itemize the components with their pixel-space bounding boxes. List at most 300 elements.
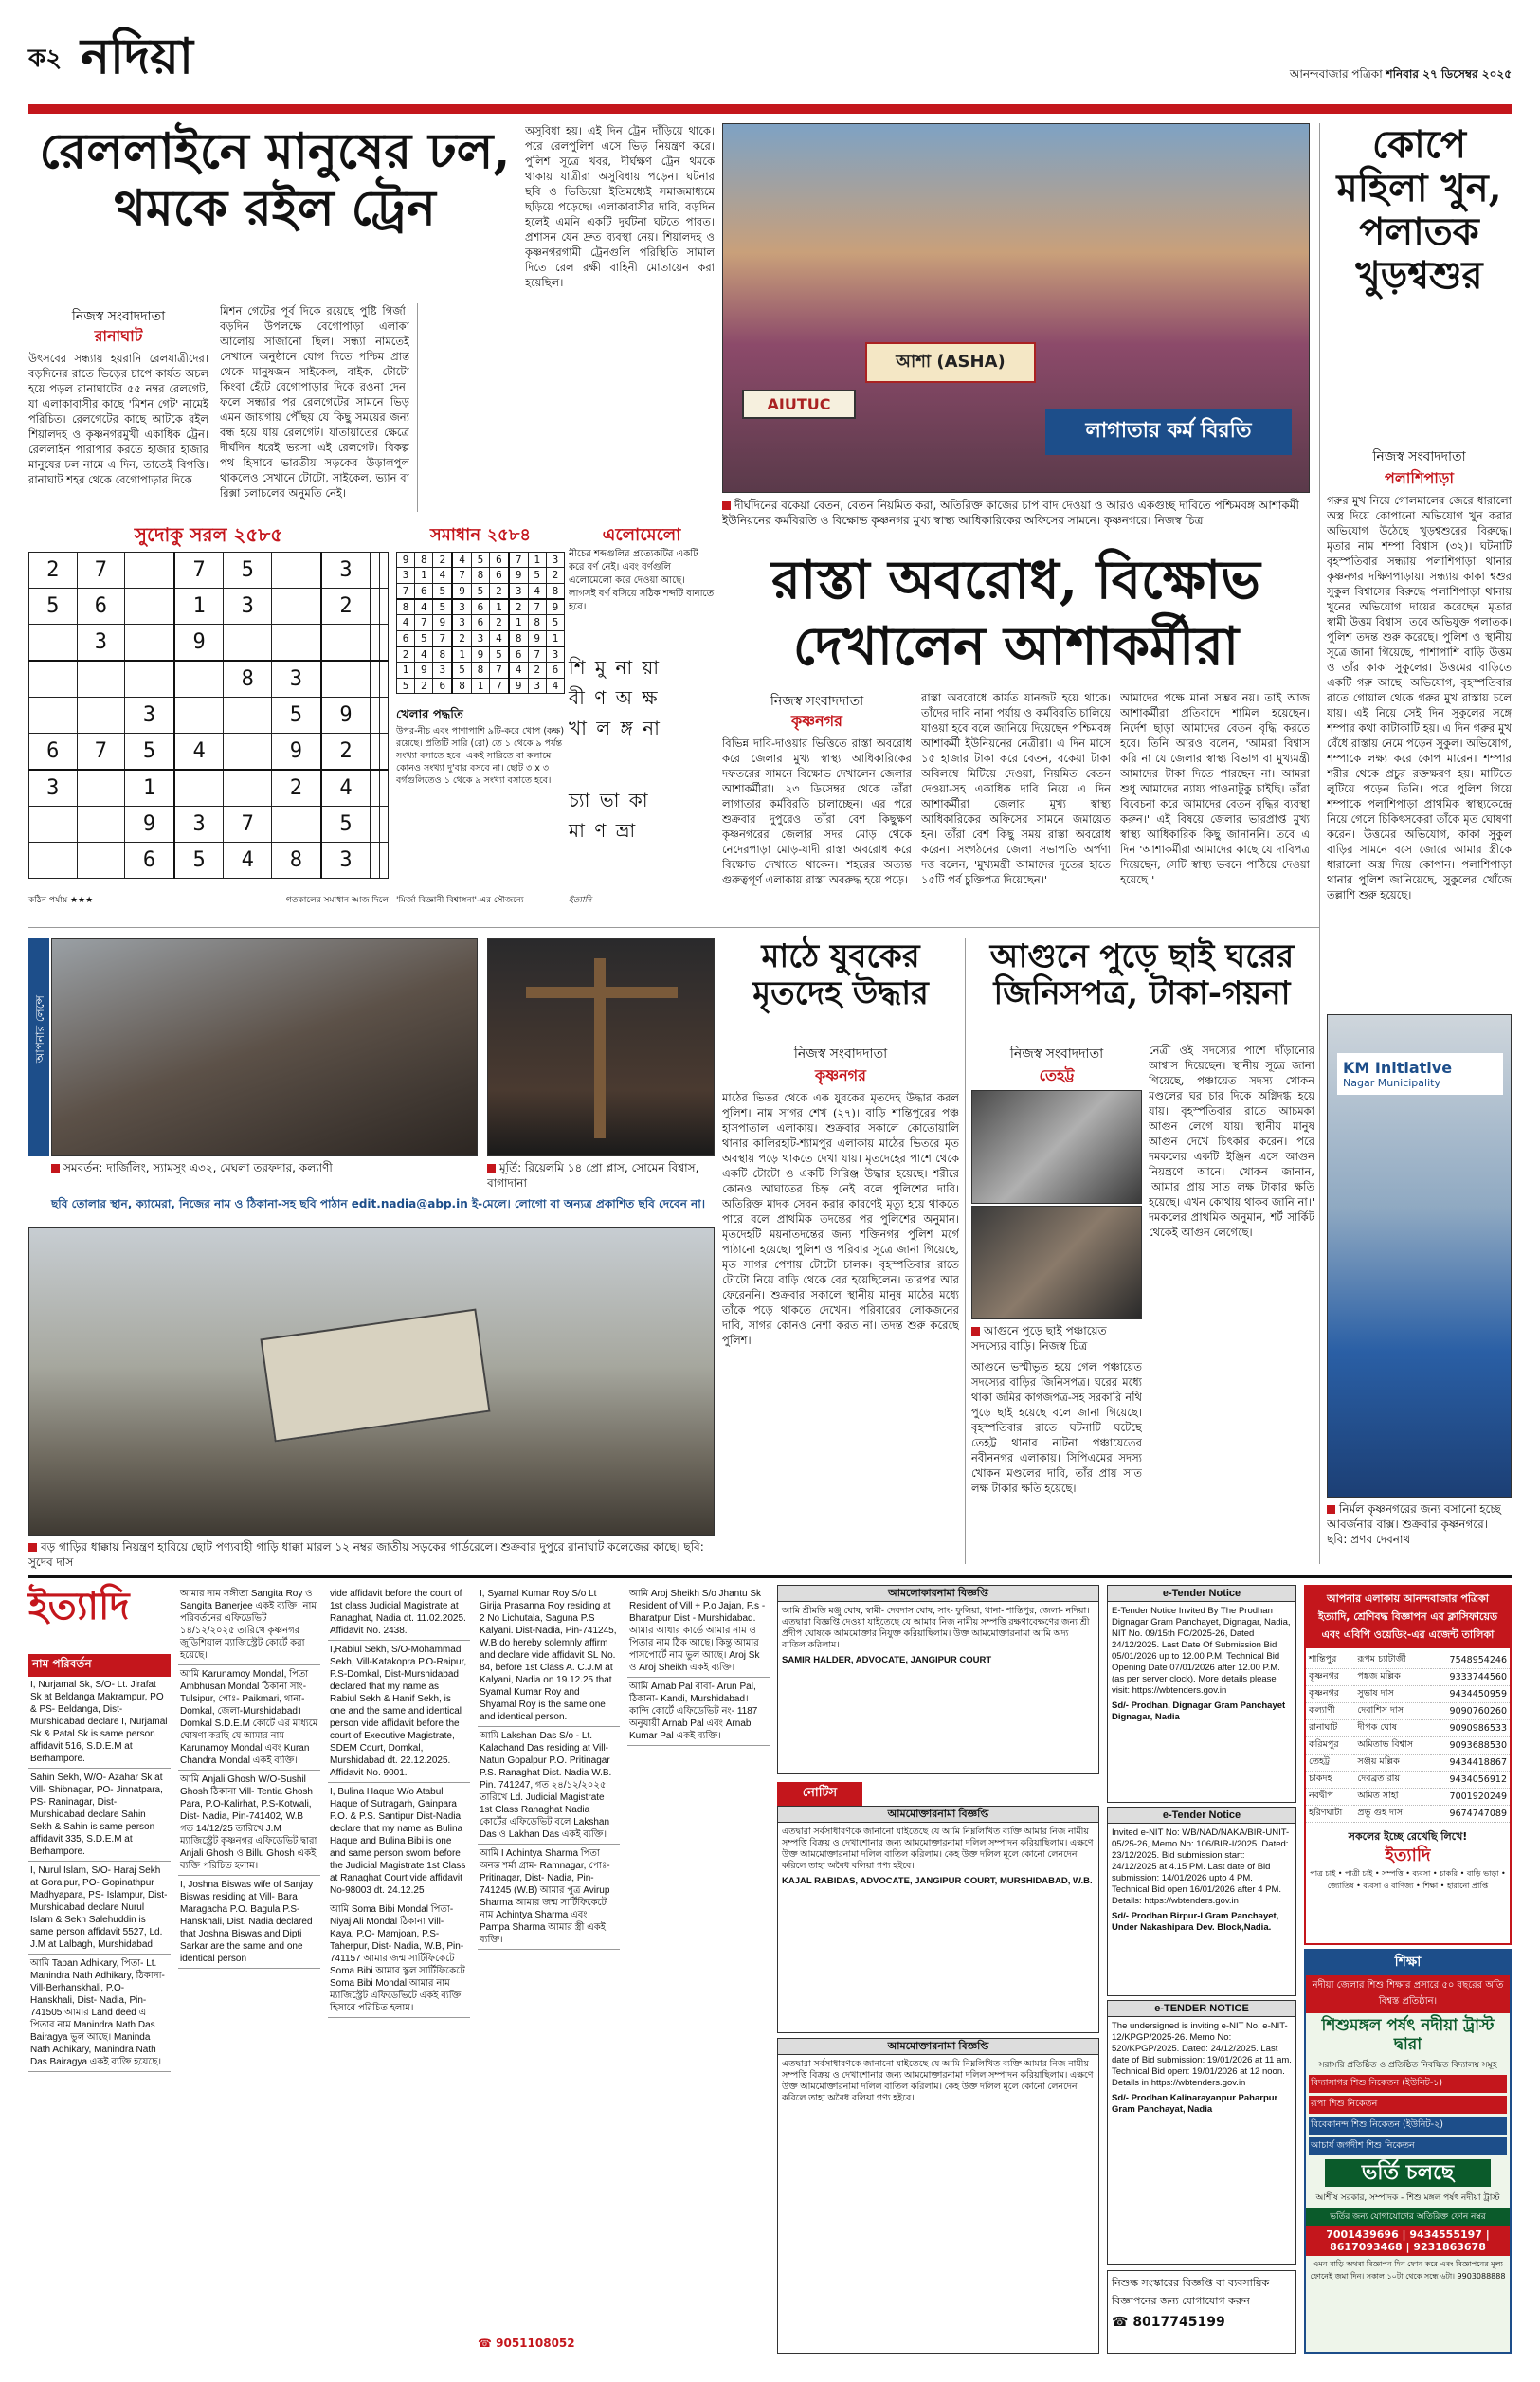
etender-box-1 [1107, 2000, 1296, 2265]
solution-credit: 'মির্জা বিজ্ঞানী বিশ্বাঙ্গনা'-এর সৌজন্যে [396, 896, 524, 905]
story1-col2-text: মিশন গেটের পূর্ব দিকে রয়েছে পুষ্টি গির্জা। বড়দিন উপলক্ষে বেগোপাড়া এলাকা আলোয় সাজানো ছিল। সন্ধ্যা নামতেই সেখানে অনুষ্ঠানে যোগ দিতে পশ্চিম প্রান্ত থেকে মানুষজন সাইকেল, বাইক, টোটো কিংবা হেঁটে বেগোপাড়ার দিকে রওনা দেন। ফলে সন্ধ্যার পর রেলগেটের সামনে ভিড় এমন জায়গায় পৌঁছয় যে কিছু সময়ের জন্য বন্ধ হয়ে যায় রেলগেট। যাতায়াতের ক্ষেত্রে দীর্ঘদিন ধরেই ভরসা এই রেলগেট। বিকল্প পথ হিসাবে ভারতীয় সড়কের উড়ালপুল থাকলেও সেখানে টোটো, সাইকেল, ভ্যান বা রিক্সা চলাচলের অনুমতি নেই। [220, 304, 409, 500]
sudoku-cell: 8 [272, 843, 321, 879]
solution-cell: 3 [546, 646, 564, 663]
solution-cell: 8 [471, 663, 489, 678]
elomelo-row4: চ্যা ভা কা [569, 789, 650, 811]
classified-item: আমি Arnab Pal বাবা- Arun Pal, ঠিকানা- Kandi, Murshidabad। কান্দি কোর্টে এফিডেভিট নং- 1187 অনুযায়ী Arnab Pal এবং Arnab Kumar Pal একই ব্যক্তি। [627, 1678, 770, 1746]
sudoku-cell: 9 [174, 624, 224, 661]
sudoku-cell [224, 624, 272, 661]
solution-cell: 8 [509, 630, 528, 646]
solution-cell: 9 [509, 568, 528, 583]
sudoku-row [29, 698, 389, 734]
agent-row [1306, 1652, 1510, 1669]
notice-box-1-title: আমলোকারনামা বিজ্ঞপ্তি [778, 1586, 1098, 1602]
sudoku-cell: 5 [29, 588, 78, 624]
solution-cell: 7 [528, 646, 546, 663]
sudoku-cell [272, 624, 321, 661]
cross-bar [526, 987, 678, 998]
sudoku-cell: 7 [77, 733, 125, 770]
solution-cell: 7 [490, 663, 509, 678]
agent-phone: 9333744560 [1431, 1669, 1510, 1686]
elomelo-credit: ইত্যাদি [569, 896, 591, 905]
sudoku-cell [224, 733, 272, 770]
sudoku-cell: 3 [29, 770, 78, 807]
solution-cell: 1 [471, 678, 489, 693]
protest-banner-strike: লাগাতার কর্ম বিরতি [1045, 409, 1292, 455]
shiksha-label: শিক্ষা [1304, 1949, 1512, 1975]
sudoku-cell: 1 [174, 588, 224, 624]
sudoku-cell [371, 553, 379, 589]
aagun-col-a: আগুনে ভস্মীভূত হয়ে গেল পঞ্চায়েত সদস্যের বাড়ির জিনিসপত্র। ঘরের মধ্যে থাকা জমির কাগজপত্র-সহ সরকারি নথি পুড়ে ছাই হয়েছে বলে জানা গিয়েছে। বৃহস্পতিবার রাতে ঘটনাটি ঘটেছে তেহট্ট থানার নাটনা পঞ্চায়েতের নবীননগর এলাকায়। সিপিএমের সদস্য খোকন মণ্ডলের দাবি, তাঁর প্রায় সাত লক্ষ টাকার ক্ষতি হয়েছে। [971, 1360, 1142, 1495]
agent-area: করিমপুর [1306, 1737, 1354, 1755]
sudoku-cell: 6 [29, 733, 78, 770]
classified-item: I, Nurul Islam, S/O- Haraj Sekh at Goraipur, PO- Gopinathpur Madhyapara, PS- Islampur, Dist-Murshidabad declare Nurul Islam & Sekh Salehuddin is same person affidavit 5527, Ld. J.M at Lalbagh, Murshidabad [28, 1862, 171, 1955]
classified-item: I, Bulina Haque W/o Atabul Haque of Sutragarh, Gainpara P.O. & P.S. Santipur Dist-Nadia declare that my name as Bulina Haque and Bulina Bibi is one and same person sworn before the Judicial Magistrate 1st Class at Ranaghat Court vide affidavit No-98003 dt. 24.12.25 [328, 1783, 470, 1900]
story1-location: রানাঘাট [94, 327, 143, 345]
rules-text: উপর-নীচ এবং পাশাপাশি ৯টি-করে খোপ (কক্ষ) রয়েছে। প্রতিটি সারি (রো) তে ১ থেকে ৯ পর্যন্ত সংখ্যা বসাতে হবে। একই সারিতে বা কলামে কোনও সংখ্যা দু'বার বসবে না। ছোট ৩ x ৩ বর্গগুলিতেও ১ থেকে ৯ সংখ্যা বসাতে হবে। [396, 726, 565, 786]
classified-item: আমি Karunamoy Mondal, পিতা Ambhusan Mondal ঠিকানা সাং- Tulsipur, পোঃ- Paikmari, থানা- Domkal, জেলা-Murshidabad। Domkal S.D.E.M কোর্টে এর মাধ্যমে ঘোষণা করছি যে আমার নাম Karunamoy Mondal এবং Kuran Chandra Mondal একই ব্যক্তি। [178, 1665, 320, 1771]
sudoku-grid [28, 552, 389, 879]
sudoku-row [29, 843, 389, 879]
sudoku-cell [77, 807, 125, 843]
trust-name: শিশুমঙ্গল পর্ষৎ নদীয়া ট্রাস্ট দ্বারা [1321, 2016, 1495, 2054]
solution-cell: 6 [433, 678, 452, 693]
elomelo-row2: বী ণ অ ক্ষ [569, 686, 660, 709]
classifieds-brand [28, 1585, 171, 1651]
solution-cell: 7 [490, 678, 509, 693]
solution-cell: 3 [509, 583, 528, 599]
agent-list-ad [1304, 1585, 1512, 1945]
caption-marker [971, 1327, 980, 1336]
solution-row [397, 553, 565, 568]
trust-subtitle: সরাসরি প্রতিষ্ঠিত ও প্রতিষ্ঠিত নিবন্ধিত বিদ্যালয় সমূহ [1318, 2061, 1497, 2071]
classified-item: vide affidavit before the court of 1st class Judicial Magistrate at Ranaghat, Nadia dt. 11.02.2025. Affidavit No. 2438. [328, 1585, 470, 1641]
sudoku-cell [379, 698, 388, 734]
solution-cell: 4 [433, 568, 452, 583]
etender-box-2 [1107, 1585, 1296, 1803]
sudoku-row [29, 588, 389, 624]
solution-cell: 3 [546, 553, 564, 568]
elomelo-row5: মা ণ ভ্রা [569, 819, 638, 842]
mathe-byline: নিজস্ব সংবাদদাতা [793, 1046, 888, 1062]
notice-box-1-footer: SAMIR HALDER, ADVOCATE, JANGIPUR COURT [782, 1655, 992, 1665]
notice-box-1 [777, 1585, 1099, 1774]
solution-cell: 5 [471, 553, 489, 568]
solution-row [397, 599, 565, 615]
agent-name: অমিতাভ বিশ্বাস [1354, 1737, 1431, 1755]
sudoku-cell [29, 698, 78, 734]
sudoku-cell [379, 770, 388, 807]
solution-row [397, 630, 565, 646]
sudoku-cell [379, 661, 388, 698]
solution-cell: 5 [471, 583, 489, 599]
solution-cell: 6 [490, 553, 509, 568]
sudoku-cell: 4 [321, 770, 371, 807]
sahayata-box [1107, 2270, 1296, 2354]
story1-col2-top [417, 303, 516, 512]
accident-caption: বড় গাড়ির ধাক্কায় নিয়ন্ত্রণ হারিয়ে ছোট পণ্যবাহী গাড়ি ধাক্কা মারল ১২ নম্বর জাতীয় সড়কের গার্ডরেলে। শুক্রবার দুপুরে রানাঘাট কলেজের কাছে। ছবি: সুদেব দাস [28, 1540, 704, 1569]
notice-box-3 [777, 2038, 1099, 2354]
solution-cell: 7 [415, 615, 433, 630]
notice-box-2-body: এতদ্বারা সর্বসাধারণকে জানানো যাইতেছে যে আমি নিম্নলিখিত ব্যক্তি আমার নিজ নামীয় সম্পত্তি বিক্রয় ও দেখাশোনার জন্য আমমোক্তারনামা দলিল সম্পাদন করিয়াছিলাম। এক্ষণে উক্ত আমমোক্তারনামা দলিল বাতিল করিলাম। কেহ উক্ত দলিল মূলে কোনো লেনদেন করিলে তাহা অবৈধ বলিয়া গণ্য হইবে। [782, 1827, 1094, 1871]
classifieds-column-4 [478, 1585, 620, 2354]
solution-cell: 5 [433, 599, 452, 615]
caption-marker [487, 1164, 496, 1173]
sudoku-cell: 2 [29, 553, 78, 589]
sudoku-cell [371, 770, 379, 807]
agent-table [1306, 1652, 1510, 1823]
sudoku-cell: 3 [321, 553, 371, 589]
sudoku-cell [174, 770, 224, 807]
solution-cell: 6 [397, 630, 415, 646]
solution-cell: 2 [546, 568, 564, 583]
school-3: বিবেকানন্দ শিশু নিকেতন (ইউনিট-২) [1309, 2117, 1507, 2135]
sudoku-cell [371, 733, 379, 770]
solution-cell: 4 [415, 599, 433, 615]
solution-cell: 7 [528, 599, 546, 615]
agent-row [1306, 1669, 1510, 1686]
agent-row [1306, 1686, 1510, 1703]
solution-cell: 5 [490, 646, 509, 663]
agent-area: কল্যাণী [1306, 1703, 1354, 1720]
agent-phone: 7001920249 [1431, 1789, 1510, 1806]
sudoku-cell: 5 [174, 843, 224, 879]
sudoku-cell: 2 [272, 770, 321, 807]
solution-cell: 5 [433, 583, 452, 599]
protest-banner-union: AIUTUC [742, 390, 856, 419]
sudoku-cell: 5 [321, 807, 371, 843]
contact-label: ভর্তির জন্য যোগাযোগের অতিরিক্ত ফোন নম্বর [1306, 2208, 1510, 2226]
protest-photo [722, 123, 1310, 493]
agent-name: দীপক ঘোষ [1354, 1720, 1431, 1737]
sudoku-cell: 2 [321, 733, 371, 770]
solution-cell: 9 [415, 663, 433, 678]
etender-box-3 [1107, 1807, 1296, 1996]
sudoku-cell: 3 [321, 843, 371, 879]
agent-phone: 9090760260 [1431, 1703, 1510, 1720]
classified-item: আমি Anjali Ghosh W/O-Sushil Ghosh ঠিকানা Vill- Tentia Ghosh Para, P.O-Kalirhat, P.S-Kotwali, Dist- Nadia, Pin-741402, W.B গত 14/12/25 তারিখে J.M ম্যাজিস্ট্রেট কৃষ্ণনগর এফিডেভিট দ্বারা Anjali Ghosh ও Billu Ghosh একই ব্যক্তি পরিচিত হলাম। [178, 1771, 320, 1876]
solution-cell: 4 [452, 553, 471, 568]
classified-item: আমি I Achintya Sharma পিতা অনন্ত শর্মা গ্রাম- Ramnagar, পোঃ- Pritinagar, Dist- Nadia, Pin-741245 (W.B) আমার পুত্র Avirup Sharma আমার জন্ম সার্টিফিকেটে নাম Achintya Sharma এবং Pampa Sharma আমার স্ত্রী একই ব্যক্তি। [478, 1845, 620, 1950]
sudoku-cell: 9 [321, 698, 371, 734]
solution-cell: 4 [546, 678, 564, 693]
sudoku-cell [371, 661, 379, 698]
protest-photo-caption: দীর্ঘদিনের বকেয়া বেতন, বেতন নিয়মিত করা, অতিরিক্ত কাজের চাপ বাদ দেওয়া ও আরও একগুচ্ছ দাবিতে পশ্চিমবঙ্গ আশাকর্মী ইউনিয়নের কর্মবিরতি ও বিক্ষোভ কৃষ্ণনগর মুখ্য স্বাস্থ্য আধিকারিকের অফিসের সামনে। কৃষ্ণনগরে। নিজস্ব চিত্র [722, 499, 1299, 527]
agent-phone: 7548954246 [1431, 1652, 1510, 1669]
caption-marker [28, 1543, 37, 1552]
solution-cell: 1 [490, 599, 509, 615]
etender-box-2-title: e-Tender Notice [1108, 1586, 1295, 1602]
classified-item: I, Nurjamal Sk, S/O- Lt. Jirafat Sk at Beldanga Makrampur, PO & PS- Beldanga, Dist-Murshidabad declare I, Nurjamal Sk & Patal Sk is same person affidavit 516, S.D.E.M at Berhampore. [28, 1676, 171, 1769]
solution-row [397, 615, 565, 630]
classified-item: I, Syamal Kumar Roy S/o Lt Girija Prasanna Roy residing at 2 No Lichutala, Saguna P.S Kalyani. Dist-Nadia, Pin-741245, W.B do hereby solemnly affirm and declare vide affidavit SL No. 84, before 1st Class A. C.J.M at Kalyani, Nadia on 19.12.25 that Syamal Kumar Roy and Shyamal Roy is the same one and identical person. [478, 1585, 620, 1727]
notice-box-2-footer: KAJAL RABIDAS, ADVOCATE, JANGIPUR COURT, MURSHIDABAD, W.B. [782, 1876, 1093, 1886]
sudoku-cell: 3 [125, 698, 174, 734]
main-byline: নিজস্ব সংবাদদাতা [770, 694, 864, 709]
solution-cell: 2 [490, 583, 509, 599]
worker-photo-caption: সমবর্তন: দার্জিলিং, স্যামসুং এ৩২, মেঘলা তরফদার, কল্যাণী [51, 1160, 478, 1177]
etender-box-3-title: e-Tender Notice [1108, 1808, 1295, 1824]
solution-cell: 6 [471, 615, 489, 630]
sudoku-cell [125, 553, 174, 589]
solution-cell: 6 [490, 568, 509, 583]
sudoku-cell: 7 [224, 807, 272, 843]
solution-cell: 5 [415, 630, 433, 646]
school-1: বিদ্যাসাগর শিশু নিকেতন (ইউনিট-১) [1309, 2075, 1507, 2093]
aagun-location: তেহট্ট [1039, 1066, 1075, 1084]
solution-cell: 1 [452, 646, 471, 663]
solution-cell: 1 [509, 615, 528, 630]
koper-byline: নিজস্ব সংবাদদাতা [1372, 449, 1466, 464]
sudoku-cell [125, 588, 174, 624]
agent-row [1306, 1703, 1510, 1720]
sudoku-row [29, 661, 389, 698]
solution-cell: 3 [433, 663, 452, 678]
paper-name: আনন্দবাজার পত্রিকা শনিবার ২৭ ডিসেম্বর ২০২৫ [1289, 67, 1512, 81]
notice-box-3-title: আমমোক্তারনামা বিজ্ঞপ্তি [778, 2039, 1098, 2055]
main-col3: আমাদের পক্ষে মানা সম্ভব নয়। তাই আজ আশাকর্মীরা প্রতিবাদে শামিল হয়েছেন। নির্দেশ ছাড়া আমাদের বেতন বৃদ্ধি করতে হবে। তিনি আরও বলেন, 'আমরা বিশ্বাস করি না যে জেলার স্বাস্থ্য বিভাগ বা মুখ্যমন্ত্রী আমাদের টাকা দিতে পারছেন না। আমরা শুধু আমাদের ন্যায্য পাওনাটুকু চাইছি। তাঁরা বিবেচনা করে আমাদের বেতন বৃদ্ধির ব্যবস্থা করুন।' এই বিষয়ে জেলার ভারপ্রাপ্ত মুখ্য স্বাস্থ্য আধিকারিক কিছু জানাননি। তবে এ দিন 'আশাকর্মীরা আমাদের কাছে যে দাবিপত্র দিয়েছেন, সেটি স্বাস্থ্য ভবনে পাঠিয়ে দেওয়া হয়েছে।' [1120, 691, 1310, 886]
footer-note: এমন বাড়ি অথবা বিজ্ঞাপন দিন ফোন করে এবং বিজ্ঞাপনের মূল্য ফোনেই জমা দিন। সকাল ১০টা থেকে সন্ধে ৬টা। 9903088888 [1310, 2260, 1506, 2282]
classified-item: আমি Tapan Adhikary, পিতা- Lt. Manindra Nath Adhikary, ঠিকানা- Vill-Berhanskhali, P.O- Hanskhali, Dist- Nadia, Pin-741505 আমার Land deed এ পিতার নাম Manindra Nath Das Bairagya ভুল আছে। Maninda Nath Adhikary, Manindra Nath Das Bairagya একই ব্যক্তি হয়েছে। [28, 1955, 171, 2072]
agent-area: রানাঘাট [1306, 1720, 1354, 1737]
sudoku-cell [77, 843, 125, 879]
solution-cell: 2 [433, 553, 452, 568]
sudoku-title: সুদোকু সরল ২৫৮৫ [134, 523, 283, 546]
classified-item: আমি Aroj Sheikh S/o Jhantu Sk Resident of Vill + P.o Jajan, P.s - Bharatpur Dist - Murshidabad. আমার আধার কার্ডে আমার নাম ও পিতার নাম ঠিক আছে। কিন্তু আমার পাসপোর্টে নাম ভুল আছে। Aroj Sk ও Aroj Sheikh একই ব্যক্তি। [627, 1585, 770, 1678]
photo-submission-note: ছবি তোলার স্থান, ক্যামেরা, নিজের নাম ও ঠিকানা-সহ ছবি পাঠান edit.nadia@abp.in ই-মেলে। লোগো বা অন্যত্র প্রকাশিত ছবি দেবেন না। [51, 1197, 705, 1210]
solution-cell: 5 [528, 568, 546, 583]
solution-cell: 2 [415, 678, 433, 693]
solution-cell: 8 [528, 615, 546, 630]
solution-cell: 9 [452, 583, 471, 599]
classifieds-section-title: নাম পরিবর্তন [28, 1654, 171, 1677]
sudoku-cell [321, 624, 371, 661]
divider [965, 938, 966, 1564]
agent-row [1306, 1806, 1510, 1823]
classified-item: I,Rabiul Sekh, S/O-Mohammad Sekh, Vill-Katakopra P.O-Raipur, P.S-Domkal, Dist-Murshidabad declared that my name as Rabiul Sekh & Hanif Sekh, is one and the same and identical person vide affidavit before the court of Executive Magistrate, SDEM Court, Domkal, Murshidabad dt. 22.12.2025. Affidavit No. 9001. [328, 1641, 470, 1783]
solution-cell: 8 [415, 553, 433, 568]
bins-sign-subtitle: Nagar Municipality [1343, 1077, 1440, 1089]
solution-title: সমাধান ২৫৮৪ [429, 525, 532, 545]
main-col2: রাস্তা অবরোধে কার্যত যানজট হয়ে থাকে। তাঁদের দাবি নানা পর্যায় ও কর্মবিরতি চালিয়ে যাওয়া হবে বলে জানিয়ে দিয়েছেন পশ্চিমবঙ্গ আশাকর্মী ইউনিয়নের নেত্রীরা। এ দিন মাসে ১৫ হাজার টাকা করে বেতন, বকেয়া টাকা অবিলম্বে মিটিয়ে দেওয়া, নিয়মিত বেতন দেওয়া-সহ একাধিক দাবি নিয়ে এ দিন আশাকর্মীরা জেলার মুখ্য স্বাস্থ্য আধিকারিকের অফিসের সামনে জমায়েত হন। তাঁরা বেশ কিছু সময় রাস্তা অবরোধ করেন। সংগঠনের জেলা সভাপতি অর্পণা দত্ত বলেন, 'মুখ্যমন্ত্রী আমাদের দূতের হাতে ১৫টি পর্ব চুক্তিপত্র দিয়েছেন।' [921, 691, 1111, 886]
solution-cell: 6 [546, 663, 564, 678]
bins-sign-title: KM Initiative [1343, 1059, 1453, 1077]
mathe-location: কৃষ্ণনগর [815, 1066, 866, 1084]
sudoku-cell: 1 [125, 770, 174, 807]
etender-box-1-body: The undersigned is inviting e-NIT No. e-NIT- 12/KPGP/2025-26. Memo No: 520/KPGP/2025. Dated: 24/12/2025. Last date of Bid submission: 19/01/2026 at 11 am. Technical Bid open: 19/01/2026 at 12 noon. Details in https://wbtenders.gov.in [1112, 2021, 1292, 2088]
sudoku-cell [371, 588, 379, 624]
sudoku-cell: 6 [125, 843, 174, 879]
sudoku-cell [29, 661, 78, 698]
sudoku-section [28, 521, 389, 919]
sudoku-row [29, 733, 389, 770]
elomelo-row1: শি মু না য়া [569, 656, 661, 679]
solution-cell: 7 [452, 568, 471, 583]
sudoku-cell [272, 588, 321, 624]
solution-cell: 5 [546, 615, 564, 630]
classified-item: আমি Lakshan Das S/o - Lt. Kalachand Das residing at Vill- Natun Gopalpur P.O. Pritinagar P.S. Ranaghat Dist. Nadia W.B. Pin. 741247, গত ২৪/১২/২০২৫ তারিখে Ld. Judicial Magistrate 1st Class Ranaghat Nadia কোর্টের এফিডেভিট বলে Lakshan Das ও Lakhan Das একই ব্যক্তি। [478, 1727, 620, 1845]
sudoku-note: গতকালের সমাধান আজ দিলে [285, 896, 389, 905]
trust-box [1304, 1973, 1512, 2354]
sudoku-cell [379, 733, 388, 770]
agent-area: চাকদহ [1306, 1772, 1354, 1789]
solution-grid [396, 552, 565, 694]
notice-box-2-title: আমমোক্তারনামা বিজ্ঞপ্তি [778, 1807, 1098, 1823]
agent-row [1306, 1755, 1510, 1772]
agent-name: সুভাষ দাস [1354, 1686, 1431, 1703]
sudoku-cell [77, 770, 125, 807]
solution-cell: 2 [452, 630, 471, 646]
sahayata-phone: ☎ 8017745199 [1112, 2315, 1225, 2330]
contact-name: আশীষ সরকার, সম্পাদক - শিশু মঙ্গল পর্ষৎ নদীয়া ট্রাস্ট [1315, 2193, 1500, 2204]
fire-photo-2 [971, 1206, 1142, 1319]
worker-photo-label [28, 938, 49, 1156]
worker-photo [51, 938, 478, 1156]
bins-photo-caption: নির্মল কৃষ্ণনগরের জন্য বসানো হচ্ছে আবর্জনার বাক্স। শুক্রবার কৃষ্ণনগরে। ছবি: প্রণব দেবনাথ [1327, 1502, 1501, 1546]
sudoku-cell [77, 661, 125, 698]
solution-row [397, 568, 565, 583]
contact-phones: 7001439696 | 9434555197 | 8617093468 | 9231863678 [1306, 2226, 1510, 2256]
sudoku-cell: 7 [77, 553, 125, 589]
etender-box-3-sign: Sd/- Prodhan Birpur-I Gram Panchayet, Under Nakashipara Dev. Block,Nadia. [1112, 1911, 1279, 1933]
section-name: নদিয়া [81, 27, 193, 85]
solution-cell: 9 [433, 615, 452, 630]
classified-item: Sahin Sekh, W/O- Azahar Sk at Vill- Shibnagar, PO- Jinnatpara, PS- Raninagar, Dist-Murshidabad declare Sahin Sekh & Sahin is same person affidavit 335, S.D.E.M at Berhampore. [28, 1769, 171, 1862]
main-col1: বিভিন্ন দাবি-দাওয়ার ভিত্তিতে রাস্তা অবরোধ করে জেলার মুখ্য স্বাস্থ্য আধিকারিকের দফতরের সামনে বিক্ষোভ দেখালেন জেলার আশাকর্মীরা। ২৩ ডিসেম্বর থেকে তাঁরা লাগাতার কর্মবিরতি চালাচ্ছেন। এর পরে শুক্রবার দুপুরেও তাঁরা বেশ কিছুক্ষণ কৃষ্ণনগরের জেলার সদর মোড় থেকে নেদেরপাড়া মোড়-যাদী রাস্তা অবরোধ করে বিক্ষোভ দেখাতে থাকেন। শহরের অত্যন্ত গুরুত্বপূর্ণ এলাকায় রাস্তা অবরুদ্ধ হয়ে পড়ে। [722, 736, 912, 886]
sudoku-cell [379, 588, 388, 624]
agent-row [1306, 1789, 1510, 1806]
sudoku-cell [224, 698, 272, 734]
protest-banner-asha: আশা (ASHA) [865, 342, 1036, 383]
classified-item: আমার নাম সঙ্গীতা Sangita Roy ও Sangita Banerjee একই ব্যক্তি। নাম পরিবর্তনের এফিডেভিট ১৪/১২/২০২৫ তারিখে কৃষ্ণনগর জুডিশিয়াল ম্যাজিস্ট্রেট কোর্টে করা হয়েছে। [178, 1585, 320, 1665]
solution-cell: 4 [528, 583, 546, 599]
agent-phone: 9434418867 [1431, 1755, 1510, 1772]
etender-box-3-body: Invited e-NIT No: WB/NAD/NAKA/BIR-UNIT-05/25-26, Memo No: 106/BIR-I/2025. Dated: 23/12/2025. Bid submission start: 24/12/2025 at 4.15 PM. Last date of Bid submission: 14/01/2026 upto 4 PM. Technical Bid open 16/01/2026 after 4 PM. Details: https://wbtenders.gov.in [1112, 1827, 1290, 1906]
solution-cell: 6 [415, 583, 433, 599]
solution-cell: 8 [433, 646, 452, 663]
agent-area: শান্তিপুর [1306, 1652, 1354, 1669]
solution-section [396, 521, 565, 919]
sudoku-cell: 3 [224, 588, 272, 624]
sudoku-cell [321, 661, 371, 698]
sudoku-row [29, 770, 389, 807]
reader-lens-label: আপনার লেন্সে [33, 995, 46, 1064]
agent-name: প্রভু গুহ দাস [1354, 1806, 1431, 1823]
solution-row [397, 583, 565, 599]
solution-cell: 5 [397, 678, 415, 693]
agent-row [1306, 1737, 1510, 1755]
cross-icon [594, 958, 606, 1138]
accident-photo [28, 1227, 715, 1536]
sudoku-cell [379, 624, 388, 661]
solution-cell: 9 [546, 599, 564, 615]
divider [28, 927, 1319, 928]
solution-cell: 9 [509, 678, 528, 693]
agent-area: তেহট্ট [1306, 1755, 1354, 1772]
caption-marker [1327, 1505, 1335, 1514]
solution-cell: 4 [397, 615, 415, 630]
story1-col1: উৎসবের সন্ধ্যায় হয়রানি রেলযাত্রীদের। বড়দিনের রাতে ভিড়ের চাপে কার্যত অচল হয়ে পড়ল রানাঘাটের ৫৫ নম্বর রেলগেট, যা এলাকাবাসীর কাছে 'মিশন গেট' নামেই পরিচিত। রেলগেটের কাছে আটকে রইল শিয়ালদহ ও কৃষ্ণনগরমুখী একাধিক ট্রেন। রেললাইন পারাপার করতে হাজার হাজার মানুষের ঢল নামে এ দিন, তাতেই বিপত্তি। রানাঘাট শহর থেকে বেগোপাড়ার দিকে [28, 352, 208, 486]
solution-cell: 7 [433, 630, 452, 646]
sudoku-cell [272, 553, 321, 589]
admission-badge: ভর্তি চলছে [1325, 2159, 1491, 2187]
solution-cell: 8 [546, 583, 564, 599]
main-headline-line2: দেখালেন আশাকর্মীরা [792, 615, 1240, 678]
aagun-headline: আগুনে পুড়ে ছাই ঘরের জিনিসপত্র, টাকা-গয়না [989, 937, 1295, 1013]
page-number: ক২ [28, 45, 63, 73]
sudoku-row [29, 624, 389, 661]
solution-cell: 9 [397, 553, 415, 568]
rules-title: খেলার পদ্ধতি [396, 708, 463, 722]
mathe-body: মাঠের ভিতর থেকে এক যুবকের মৃতদেহ উদ্ধার করল পুলিশ। নাম সাগর শেখ (২৭)। বাড়ি শান্তিপুরের পঞ্চ হাসপাতাল এলাকায়। শুক্রবার সকালে কোতোয়ালি থানার কালিরহাট-শ্যামপুর এলাকায় মাঠের ভিতরে মৃত অবস্থায় পড়ে থাকতে দেখা যায়। মৃতদেহের পাশে থেকে একটি টোটো ও একটি সিরিঞ্জ উদ্ধার হয়েছে। শরীরে কোনও আঘাতের চিহ্ন নেই বলে পুলিশের দাবি। অতিরিক্ত মাদক সেবন করার কারণেই মৃত্যু হয়ে থাকতে পারে বলে প্রাথমিক তদন্তের পর পুলিশের অনুমান। মৃতদেহটি ময়নাতদন্তের জন্য শক্তিনগর পুলিশ মর্গে পাঠানো হয়েছে। পুলিশ ও পরিবার সূত্রে জানা গিয়েছে, মৃত সাগর পেশায় টোটো চালক। বৃহস্পতিবার রাতে টোটো নিয়ে বাড়ি থেকে বের হয়েছিলেন। তারপর আর ফেরেননি। শুক্রবার সকালে স্থানীয় মানুষ মাঠের মধ্যে তাঁকে পড়ে থাকতে দেখেন। পরিবারের লোকজনের দাবি, সাগর কোনও নেশা করত না। তদন্ত শুরু করেছে পুলিশ। [722, 1091, 959, 1347]
elomelo-intro: নীচের শব্দগুলির প্রত্যেকটির একটি করে বর্ণ নেই। এবং বর্ণগুলি এলোমেলো করে দেওয়া আছে। লাগসই বর্ণ বসিয়ে সঠিক শব্দটি বানাতে হবে। [569, 549, 715, 612]
masthead [28, 28, 1512, 104]
solution-cell: 7 [509, 553, 528, 568]
solution-cell: 9 [471, 646, 489, 663]
etender-box-2-sign: Sd/- Prodhan, Dignagar Gram Panchayet Dignagar, Nadia [1112, 1700, 1286, 1722]
sudoku-cell [29, 807, 78, 843]
sudoku-cell: 5 [125, 733, 174, 770]
sudoku-cell: 3 [77, 624, 125, 661]
sudoku-cell: 5 [224, 553, 272, 589]
promo-brand: ইত্যাদি [1385, 1846, 1431, 1865]
solution-cell: 3 [471, 630, 489, 646]
agent-phone: 9434450959 [1431, 1686, 1510, 1703]
solution-cell: 2 [528, 663, 546, 678]
sudoku-cell: 3 [272, 661, 321, 698]
koper-body: গরুর মুখ নিয়ে গোলমালের জেরে ধারালো অস্ত্র দিয়ে কোপানো অভিযোগ খুন করার অভিযোগ উঠেছে খুড়শ্বশুরের বিরুদ্ধে। মৃতার নাম শম্পা বিশ্বাস (৩২)। ঘটনাটি বৃহস্পতিবার সন্ধ্যায় পলাশিপাড়া থানার কৃষ্ণনগর দক্ষিণপাড়ায়। সন্ধ্যায় কাকা শ্বশুর সুকুল বিশ্বাসের বিরুদ্ধে পলাশিপাড়া থানায় খুনের অভিযোগ দায়ের করেছেন মৃতার স্বামী উত্তম বিশ্বাস। তবে অভিযুক্ত পলাতক। পুলিশ তদন্ত শুরু করেছে। পুলিশ ও স্থানীয় সূত্রে জানা গিয়েছে, পাশাপাশি বাড়ি উত্তম ও তাঁর কাকা সুকুলের। উত্তমের বাড়িতে একটি গরু আছে। অভিযোগ, বৃহস্পতিবার রাতে গোয়াল থেকে গরুর মুখ রাস্তায় চলে যায়। এই নিয়ে সেই দিন সুকুলের সঙ্গে শম্পার কথা কাটাকাটি হয়। এ দিন গরুর মুখ বেঁধে রাস্তায় নেমে পড়েন সুকুল। অভিযোগ, শম্পাকে লক্ষ্য করে কোপ মারেন। শম্পার শরীর থেকে প্রচুর রক্তক্ষরণ হয়। মাটিতে লুটিয়ে পড়েন তিনি। পরে পুলিশ গিয়ে শম্পাকে পলাশিপাড়া প্রাথমিক স্বাস্থ্যকেন্দ্রে নিয়ে গেলে চিকিৎসকেরা তাঁকে মৃত ঘোষণা করেন। উত্তমের অভিযোগ, কাকা সুকুল বাড়ির সামনে বসে জোরে আমার স্ত্রীকে ধারালো অস্ত্র দিয়ে কোপান। পলাশিপাড়া থানার পুলিশ জানিয়েছে, সুকুলের খোঁজে তল্লাশি শুরু হয়েছে। [1327, 494, 1512, 901]
bins-photo [1327, 1014, 1512, 1498]
sudoku-row [29, 553, 389, 589]
solution-cell: 3 [528, 678, 546, 693]
bins-sign [1337, 1053, 1503, 1095]
agent-area: কৃষ্ণনগর [1306, 1669, 1354, 1686]
solution-cell: 1 [546, 630, 564, 646]
agent-area: নবদ্বীপ [1306, 1789, 1354, 1806]
solution-cell: 2 [490, 615, 509, 630]
truck-shape [260, 1309, 490, 1443]
sudoku-row [29, 807, 389, 843]
solution-cell: 1 [528, 553, 546, 568]
school-4: আচার্য জগদীশ শিশু নিকেতন [1309, 2137, 1507, 2155]
solution-row [397, 646, 565, 663]
sudoku-cell [125, 661, 174, 698]
agent-phone: 9090986533 [1431, 1720, 1510, 1737]
sudoku-cell [29, 624, 78, 661]
sudoku-cell [272, 807, 321, 843]
elomelo-title: এলোমেলো [602, 525, 681, 545]
solution-cell: 4 [490, 630, 509, 646]
classifieds-column-3 [328, 1585, 470, 2354]
sudoku-cell [174, 661, 224, 698]
caption-marker [51, 1164, 60, 1173]
classified-item: I, Joshna Biswas wife of Sanjay Biswas residing at Vill- Bara Maragacha P.O. Bagula P.S-Hanskhali, Dist. Nadia declared that Joshna Biswas and Dipti Sarkar are the same and one identical person [178, 1876, 320, 1969]
statue-photo [487, 938, 715, 1156]
etender-box-1-sign: Sd/- Prodhan Kalinarayanpur Paharpur Gram Panchayat, Nadia [1112, 2093, 1278, 2115]
sudoku-cell [379, 807, 388, 843]
solution-row [397, 678, 565, 693]
notice-box-1-body: আমি শ্রীমতি মঞ্জু ঘোষ, স্বামী- দেবদাস ঘোষ, সাং- ফুলিয়া, থানা- শান্তিপুর, জেলা- নদিয়া। এতদ্বারা বিজ্ঞপ্তি দেওয়া যাইতেছে যে আমার নিজ নামীয় সম্পত্তি রক্ষণাবেক্ষণের জন্য শ্রী প্রদীপ ঘোষকে আমমোক্তার নিযুক্ত করিয়াছিলাম। উক্ত আমমোক্তারনামা আমি অদ্য বাতিল করিলাম। [782, 1606, 1090, 1650]
sudoku-cell [29, 843, 78, 879]
sudoku-cell [379, 843, 388, 879]
agent-name: দেবব্রত রায় [1354, 1772, 1431, 1789]
sudoku-cell [125, 624, 174, 661]
promo-categories: পাত্র চাই • পাত্রী চাই • সম্পত্তি • ব্যবসা • চাকরি • বাড়ি ভাড়া • জ্যোতিষ • ব্যবসা ও বাণিজ্য • শিক্ষা • হারানো প্রাপ্তি [1310, 1868, 1506, 1890]
solution-cell: 6 [471, 599, 489, 615]
story1-byline: নিজস্ব সংবাদদাতা [71, 309, 166, 324]
sudoku-cell: 9 [125, 807, 174, 843]
solution-cell: 1 [397, 663, 415, 678]
